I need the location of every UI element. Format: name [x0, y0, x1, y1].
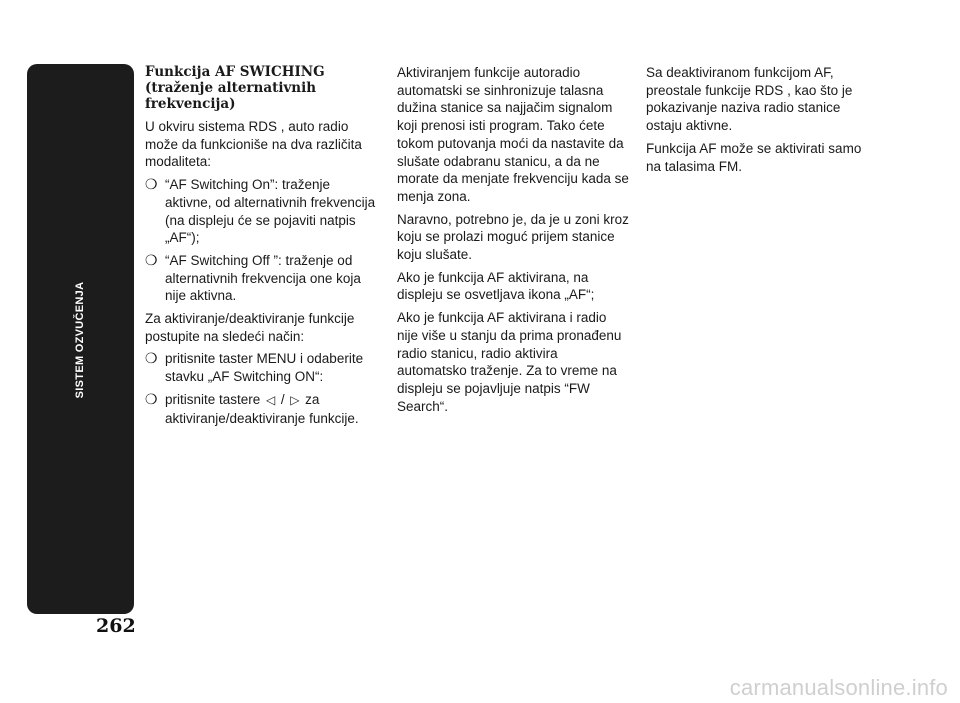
- section-heading: [145, 64, 378, 112]
- body-paragraph: Naravno, potrebno je, da je u zoni kroz koju se prolazi moguć prijem stanice koju slušate.: [397, 211, 629, 263]
- mode-bullet: [145, 252, 378, 305]
- bullet-circle-icon: ❍: [145, 251, 158, 268]
- bullet-circle-icon: ❍: [145, 176, 158, 193]
- heading-line: Funkcija AF SWICHING: [145, 64, 325, 80]
- step-text: [165, 391, 378, 427]
- column-3: [646, 64, 880, 180]
- mode-text: “AF Switching On”: traženje aktivne, od alternativnih frekvencija (na displeju će se pojaviti natpis „AF“);: [165, 177, 376, 246]
- mode-text: “AF Switching Off ”: traženje od alternativnih frekvencija one koja nije aktivna.: [165, 252, 361, 304]
- body-paragraph: Funkcija AF može se aktivirati samo na talasima FM.: [646, 140, 862, 174]
- heading-line: frekvencija): [145, 96, 236, 112]
- watermark: carmanualsonline.info: [729, 675, 948, 700]
- body-paragraph: Sa deaktiviranom funkcijom AF, preostale funkcije RDS , kao što je pokazivanje naziva radio stanice ostaju aktivne.: [646, 65, 853, 134]
- column-1: [145, 64, 378, 432]
- bullet-circle-icon: ❍: [145, 390, 158, 407]
- step-bullet: [145, 391, 378, 427]
- step-separator: /: [280, 391, 285, 407]
- body-paragraph: Ako je funkcija AF aktivirana, na displeju se osvetljava ikona „AF“;: [397, 269, 595, 303]
- activation-intro: Za aktiviranje/deaktiviranje funkcije postupite na sledeći način:: [145, 311, 355, 344]
- step-suffix: za aktiviranje/deaktiviranje funkcije.: [165, 391, 359, 426]
- bullet-circle-icon: ❍: [145, 350, 158, 367]
- right-triangle-icon: ▷: [290, 392, 300, 407]
- heading-line: (traženje alternativnih: [145, 80, 317, 96]
- step-bullet: [145, 350, 378, 385]
- step-text: pritisnite taster MENU i odaberite stavku „AF Switching ON“:: [165, 351, 364, 385]
- intro-paragraph: U okviru sistema RDS , auto radio može da funkcioniše na dva različita modaliteta:: [145, 119, 362, 170]
- step-prefix: pritisnite tastere: [165, 391, 261, 407]
- mode-bullet: [145, 176, 378, 247]
- column-2: [397, 64, 631, 420]
- section-label: SISTEM OZVUČENJA: [74, 281, 86, 399]
- body-paragraph: Ako je funkcija AF aktivirana i radio nije više u stanju da prima pronađenu radio stanicu, radio aktivira automatsko traženje. Za to vreme na displeju se pojavljuje natpis “FW Search“.: [397, 310, 622, 414]
- body-paragraph: Aktiviranjem funkcije autoradio automatski se sinhronizuje talasna dužina stanice sa najjačim signalom koji prenosi isti program. Tako ćete tokom putovanja moći da nastavite da slušate odabranu stanicu, a da ne morate da menjate frekvenciju kada se menja zona.: [397, 65, 629, 204]
- page-number: 262: [96, 615, 136, 637]
- left-triangle-icon: ◁: [265, 392, 276, 407]
